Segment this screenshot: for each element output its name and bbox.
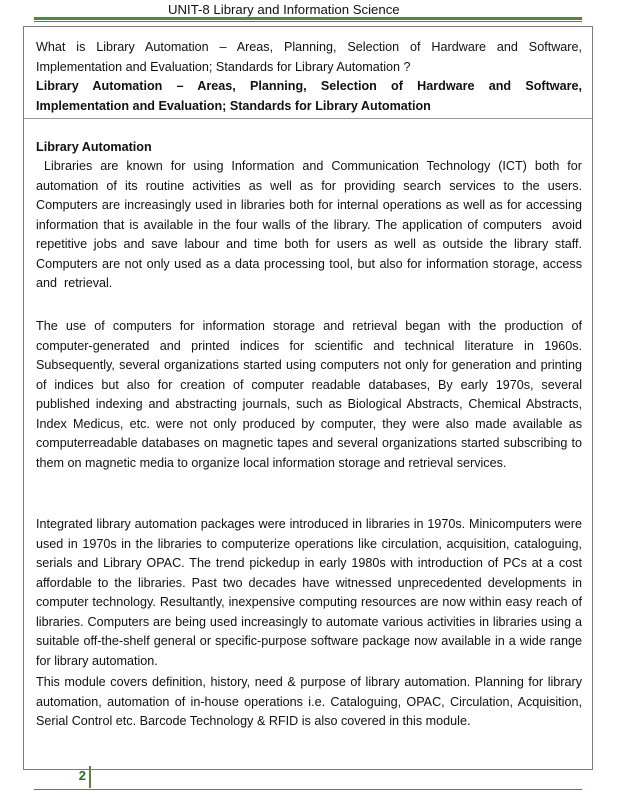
section-heading: Library Automation xyxy=(36,140,152,154)
question-text: What is Library Automation – Areas, Planning, Selection of Hardware and Software, Implementation and Evaluation; Standards for Library Automation ? xyxy=(36,40,582,74)
paragraph-history: The use of computers for information storage and retrieval began with the production of computer-generated and printed indices for scientific and technical literature in 1960s. Subsequently, several organizations started using computers not only for generation and printing of indices but also for creation of computer readable databases, By early 1970s, several published indexing and abstracting journals, such as Biological Abstracts, Chemical Abstracts, Index Medicus, etc. were not only produced by computer, they were also made available as computerreadable databases on magnetic tapes and several organizations started subscribing to them on magnetic media to organize local information storage and retrieval services. xyxy=(36,319,582,470)
paragraph-module-coverage: This module covers definition, history, need & purpose of library automation. Planning for library automation, automation of in-house operations i.e. Cataloguing, OPAC, Circulation, Acquisition, Serial Control etc. Barcode Technology & RFID is also covered in this module. xyxy=(36,675,582,728)
header-title: UNIT-8 Library and Information Science xyxy=(168,2,400,17)
page-header xyxy=(0,0,618,22)
page-footer xyxy=(0,762,618,792)
page-number: 2 xyxy=(78,768,86,783)
header-rule-thin xyxy=(34,21,582,22)
topic-heading: Library Automation – Areas, Planning, Selection of Hardware and Software, Implementation and Evaluation; Standards for Library Automation xyxy=(36,79,582,113)
separator-line xyxy=(24,118,592,119)
header-rule xyxy=(34,17,582,20)
question-block xyxy=(36,38,582,116)
paragraph-integrated-packages: Integrated library automation packages were introduced in libraries in 1970s. Minicomputers were used in 1970s in the libraries to computerize operations like circulation, acquisition, cataloguing, serials and Library OPAC. The trend pickedup in early 1980s with introduction of PCs at a cost affordable to the libraries. Past two decades have witnessed unprecedented developments in computer technology. Resultantly, inexpensive computing resources are now within easy reach of libraries. Computers are being used increasingly to automate various activities in libraries using a suitable off-the-shelf general or specific-purpose software package now available in a wide range for library automation. xyxy=(36,517,582,668)
paragraph-intro: Libraries are known for using Information and Communication Technology (ICT) both for automation of its routine activities as well as for providing search services to the users. Computers are increasingly used in libraries both for internal operations as well as for accessing information that is available in the four walls of the library. The application of computers avoid repetitive jobs and save labour and time both for users as well as outside the library staff. Computers are not only used as a data processing tool, but also for information storage, access and retrieval. xyxy=(36,159,589,290)
footer-rule xyxy=(34,789,582,790)
footer-divider xyxy=(89,766,91,788)
